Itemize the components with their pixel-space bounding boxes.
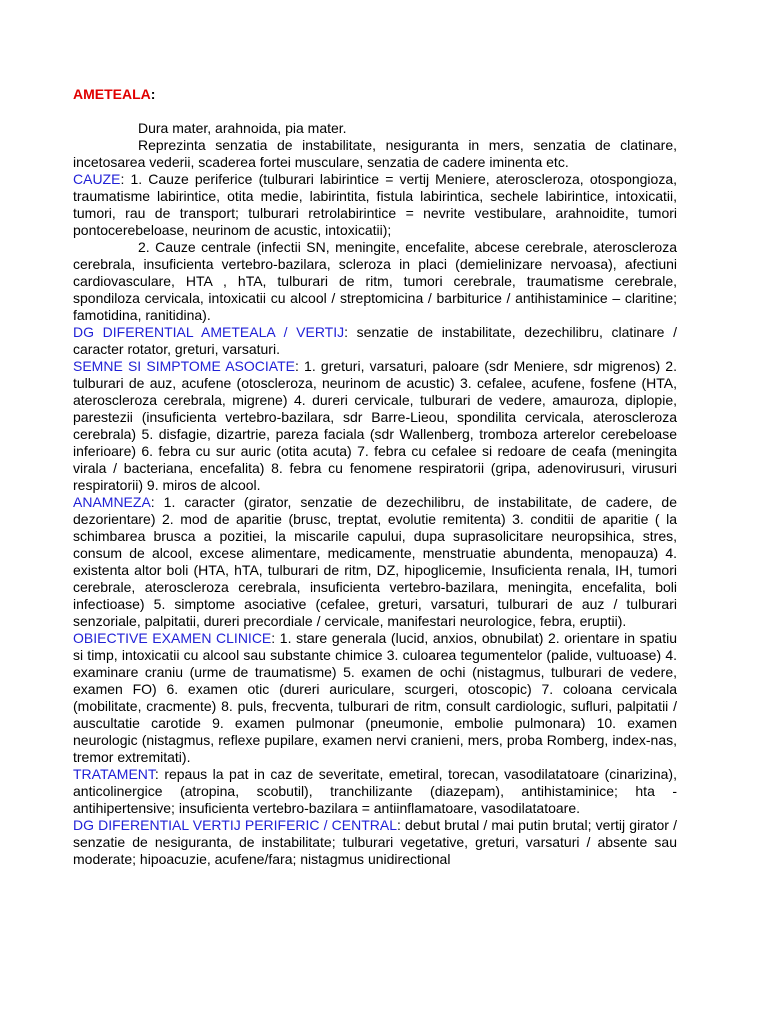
section-text: : 1. Cauze periferice (tulburari labirintice = vertij Meniere, ateroscleroza, otospongioza, traumatisme labirintice, otita medie, labirintita, fistula labirintica, sechele labirintice, intoxicatii, tumori, rau de transport; tulburari retrolabirintice = nevrite vestibulare, arahnoidite, tumori pontocerebeloase, neurinom de acustic, intoxicatii); [73, 171, 677, 238]
section-paragraph [73, 324, 677, 358]
title-colon: : [150, 86, 156, 102]
section-text: : debut brutal / mai putin brutal; vertij girator / senzatie de nesiguranta, de instabilitate; tulburari vegetative, greturi, varsaturi / absente sau moderate; hipoacuzie, acufene/fara; nistagmus unidirectional [73, 817, 677, 867]
section-paragraph [73, 817, 677, 868]
section-label: OBIECTIVE EXAMEN CLINICE [73, 630, 272, 646]
section-text: : 1. caracter (girator, senzatie de dezechilibru, de instabilitate, de cadere, de dezorientare) 2. mod de aparitie (brusc, treptat, evolutie remitenta) 3. conditii de aparitie ( la schimbarea brusca a pozitiei, la miscarile capului, dupa suprasolicitare neuropsihica, stres, consum de alcool, excese alimentare, medicamente, menstruatie abundenta, menopauza) 4. existenta altor boli (HTA, hTA, tulburari de ritm, DZ, hipoglicemie, Insuficienta renala, IH, tumori cerebrale, ateroscleroza cerebrala, insuficienta vertebro-bazilara, meningita, encefalita, boli infectioase) 5. simptome asociative (cefalee, greturi, varsaturi, tulburari de auz / tulburari senzoriale, palpitatii, dureri precordiale / cervicale, manifestari neurologice, febra, eruptii). [73, 494, 677, 629]
document-page [73, 86, 677, 868]
section-label: CAUZE [73, 171, 121, 187]
section-paragraph [73, 171, 677, 239]
title-text: AMETEALA [73, 86, 151, 102]
section-label: ANAMNEZA [73, 494, 151, 510]
intro-paragraph: Dura mater, arahnoida, pia mater. [138, 120, 347, 136]
section-paragraph [73, 239, 677, 324]
section-text: : 1. stare generala (lucid, anxios, obnubilat) 2. orientare in spatiu si timp, intoxicatii cu alcool sau substante chimice 3. culoarea tegumentelor (palide, vultuoase) 4. examinare craniu (urme de traumatisme) 5. examen de ochi (nistagmus, tulburari de vedere, examen FO) 6. examen otic (dureri auriculare, scurgeri, otoscopic) 7. coloana cervicala (mobilitate, cracmente) 8. puls, frecventa, tulburari de ritm, consult cardiologic, sufluri, palpitatii / auscultatie carotide 9. examen pulmonar (pneumonie, embolie pulmonara) 10. examen neurologic (nistagmus, reflexe pupilare, examen nervi cranieni, mers, proba Romberg, index-nas, tremor extremitati). [73, 630, 677, 765]
section-paragraph [73, 630, 677, 766]
section-text: 2. Cauze centrale (infectii SN, meningite, encefalite, abcese cerebrale, ateroscleroza cerebrala, insuficienta vertebro-bazilara, scleroza in placi (demielinizare nervoasa), afectiuni cardiovasculare, HTA , hTA, tulburari de ritm, tumori cerebrale, traumatisme cerebrale, spondiloza cervicala, intoxicatii cu alcool / streptomicina / barbiturice / antihistaminice – claritine; famotidina, ranitidina). [73, 239, 677, 323]
section-paragraph [73, 494, 677, 630]
section-text: : repaus la pat in caz de severitate, emetiral, torecan, vasodilatatoare (cinarizina), anticolinergice (atropina, scobutil), tranchilizante (diazepam), antihistaminice; hta - antihipertensive; insuficienta vertebro-bazilara = antiinflamatoare, vasodilatatoare. [73, 766, 677, 816]
section-label: SEMNE SI SIMPTOME ASOCIATE [73, 358, 295, 374]
section-text: : senzatie de instabilitate, dezechilibru, clatinare / caracter rotator, greturi, varsaturi. [73, 324, 677, 357]
document-title [73, 86, 677, 103]
intro-paragraph: Reprezinta senzatia de instabilitate, nesiguranta in mers, senzatia de clatinare, incetosarea vederii, scaderea fortei musculare, senzatia de cadere iminenta etc. [73, 137, 677, 170]
section-paragraph [73, 766, 677, 817]
section-label: TRATAMENT [73, 766, 155, 782]
sections-container [73, 171, 677, 868]
section-paragraph [73, 358, 677, 494]
section-label: DG DIFERENTIAL VERTIJ PERIFERIC / CENTRAL [73, 817, 398, 833]
section-label: DG DIFERENTIAL AMETEALA / VERTIJ [73, 324, 345, 340]
section-text: : 1. greturi, varsaturi, paloare (sdr Meniere, sdr migrenos) 2. tulburari de auz, acufene (otoscleroza, neurinom de acustic) 3. cefalee, acufene, fosfene (HTA, ateroscleroza cerebrala, migrene) 4. dureri cervicale, tulburari de vedere, amauroza, diplopie, parestezii (insuficienta vertebro-bazilara, sdr Barre-Lieou, spondilita cervicala, ateroscleroza cerebrala) 5. disfagie, dizartrie, pareza faciala (sdr Wallenberg, tromboza arterelor cerebeloase inferioare) 6. febra cu sur auric (otita acuta) 7. febra cu cefalee si redoare de ceafa (meningita virala / bacteriana, encefalita) 8. febra cu fenomene respiratorii (gripa, adenovirusuri, virusuri respiratorii) 9. miros de alcool. [73, 358, 677, 493]
